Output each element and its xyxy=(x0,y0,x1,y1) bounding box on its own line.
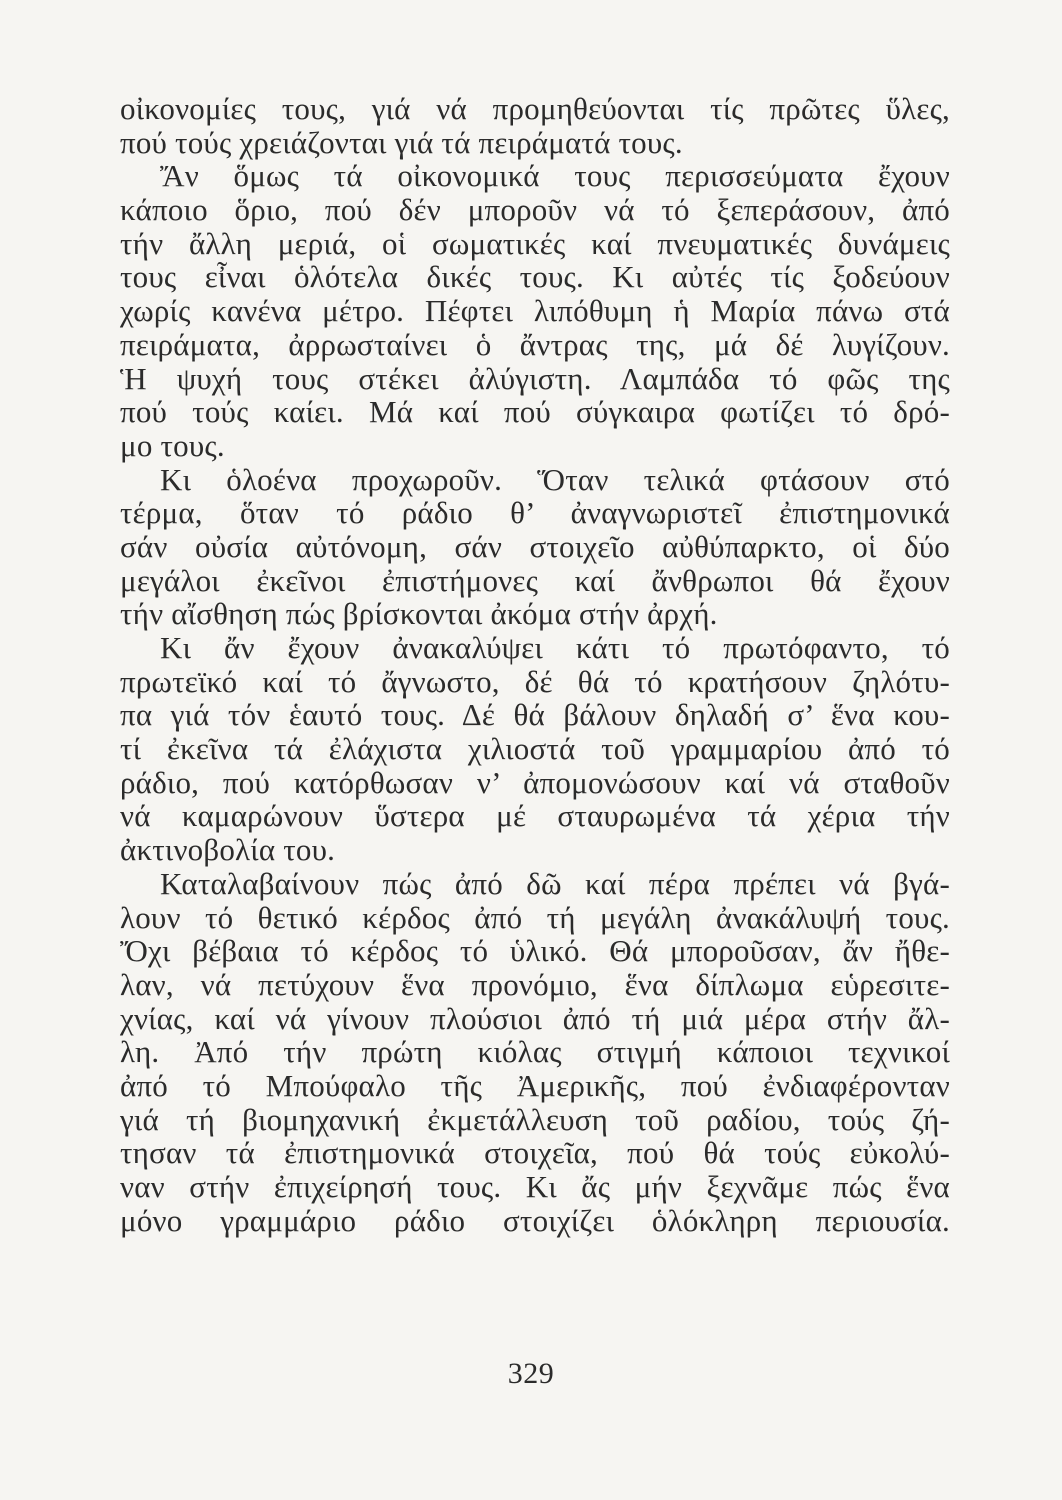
text-line: πού τούς καίει. Μά καί πού σύγκαιρα φωτίζει τό δρό- xyxy=(120,394,950,430)
text-line: Κι ὁλοένα προχωροῦν. Ὅταν τελικά φτάσουν στό xyxy=(160,461,950,497)
text-line: πειράματα, ἀρρωσταίνει ὁ ἄντρας της, μά δέ λυγίζουν. xyxy=(120,326,950,362)
text-line: ἀκτινοβολία του. xyxy=(120,832,336,868)
text-line: χωρίς κανένα μέτρο. Πέφτει λιπόθυμη ἡ Μαρία πάνω στά xyxy=(120,293,950,329)
text-line: χνίας, καί νά γίνουν πλούσιοι ἀπό τή μιά μέρα στήν ἄλ- xyxy=(120,1000,950,1036)
text-line: Καταλαβαίνουν πώς ἀπό δῶ καί πέρα πρέπει νά βγά- xyxy=(160,865,950,901)
text-line: ἀπό τό Μπούφαλο τῆς Ἀμερικῆς, πού ἐνδιαφέρονταν xyxy=(120,1067,950,1103)
text-line: σάν οὐσία αὐτόνομη, σάν στοιχεῖο αὐθύπαρκτο, οἱ δύο xyxy=(120,528,950,564)
text-line: νά καμαρώνουν ὕστερα μέ σταυρωμένα τά χέρια τήν xyxy=(120,798,950,834)
text-line: λουν τό θετικό κέρδος ἀπό τή μεγάλη ἀνακάλυψή τους. xyxy=(120,899,950,935)
text-line: τήν ἄλλη μεριά, οἱ σωματικές καί πνευματικές δυνάμεις xyxy=(120,225,950,261)
text-line: ναν στήν ἐπιχείρησή τους. Κι ἄς μήν ξεχνᾶμε πώς ἕνα xyxy=(120,1169,950,1204)
text-line: Ἄν ὅμως τά οἰκονομικά τους περισσεύματα ἔχουν xyxy=(160,158,950,194)
body-text xyxy=(120,92,950,1237)
text-line: πα γιά τόν ἑαυτό τους. Δέ θά βάλουν δηλαδή σ’ ἕνα κου- xyxy=(120,697,950,733)
text-line: Κι ἄν ἔχουν ἀνακαλύψει κάτι τό πρωτόφαντο, τό xyxy=(160,630,950,665)
text-line: λαν, νά πετύχουν ἕνα προνόμιο, ἕνα δίπλωμα εὑρεσιτε- xyxy=(120,966,950,1002)
text-line: λη. Ἀπό τήν πρώτη κιόλας στιγμή κάποιοι τεχνικοί xyxy=(120,1034,950,1070)
text-line: πρωτεϊκό καί τό ἄγνωστο, δέ θά τό κρατήσουν ζηλότυ- xyxy=(120,663,950,699)
text-line: Ὄχι βέβαια τό κέρδος τό ὑλικό. Θά μποροῦσαν, ἄν ἤθε- xyxy=(120,933,950,969)
page-number: 329 xyxy=(507,1357,555,1390)
text-line: μεγάλοι ἐκεῖνοι ἐπιστήμονες καί ἄνθρωποι θά ἔχουν xyxy=(120,562,950,598)
text-line: ράδιο, πού κατόρθωσαν ν’ ἀπομονώσουν καί νά σταθοῦν xyxy=(120,764,950,800)
text-line: γιά τή βιομηχανική ἐκμετάλλευση τοῦ ραδίου, τούς ζή- xyxy=(120,1101,950,1137)
text-line: μόνο γραμμάριο ράδιο στοιχίζει ὁλόκληρη περιουσία. xyxy=(120,1202,950,1238)
text-line: τους εἶναι ὁλότελα δικές τους. Κι αὐτές τίς ξοδεύουν xyxy=(120,259,950,295)
text-line: Ἡ ψυχή τους στέκει ἀλύγιστη. Λαμπάδα τό φῶς της xyxy=(120,360,950,396)
text-line: τί ἐκεῖνα τά ἐλάχιστα χιλιοστά τοῦ γραμμαρίου ἀπό τό xyxy=(120,731,950,767)
text-line: τησαν τά ἐπιστημονικά στοιχεῖα, πού θά τούς εὐκολύ- xyxy=(120,1135,950,1171)
text-line: πού τούς χρειάζονται γιά τά πειράματά τους. xyxy=(120,124,683,160)
text-line: μο τους. xyxy=(120,427,225,463)
text-line: κάποιο ὅριο, πού δέν μποροῦν νά τό ξεπεράσουν, ἀπό xyxy=(120,192,950,228)
text-line: τήν αἴσθηση πώς βρίσκονται ἀκόμα στήν ἀρχή. xyxy=(120,596,718,632)
text-line: τέρμα, ὅταν τό ράδιο θ’ ἀναγνωριστεῖ ἐπιστημονικά xyxy=(120,495,950,531)
text-line: οἰκονομίες τους, γιά νά προμηθεύονται τίς πρῶτες ὕλες, xyxy=(120,91,950,126)
